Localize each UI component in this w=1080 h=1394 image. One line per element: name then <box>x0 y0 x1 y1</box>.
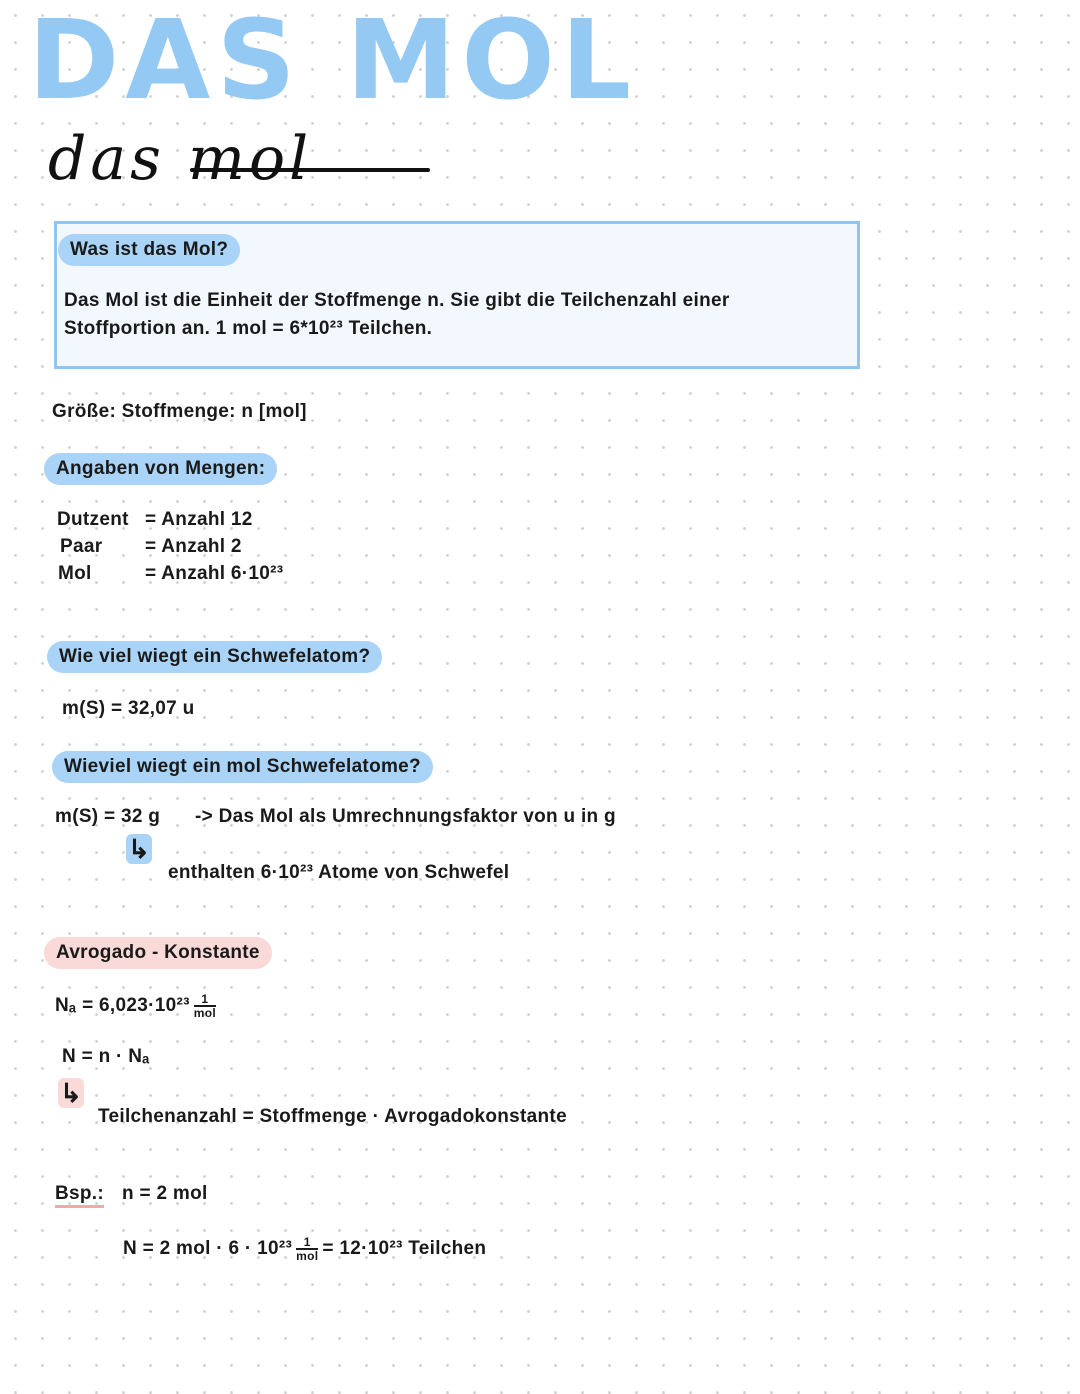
quantity-line: Größe: Stoffmenge: n [mol] <box>52 401 307 422</box>
amount-name: Paar <box>60 536 103 557</box>
definition-heading: Was ist das Mol? <box>58 234 240 266</box>
question-1-heading: Wie viel wiegt ein Schwefelatom? <box>47 641 382 673</box>
question-2-heading: Wieviel wiegt ein mol Schwefelatome? <box>52 751 433 783</box>
fraction-numerator: 1 <box>194 993 216 1007</box>
question-2-note: -> Das Mol als Umrechnungsfaktor von u in g <box>195 806 616 827</box>
fraction-denominator: mol <box>296 1249 319 1263</box>
unit-fraction <box>194 993 216 1019</box>
question-2-subnote: enthalten 6·10²³ Atome von Schwefel <box>168 862 510 883</box>
example-label: Bsp.: <box>55 1183 104 1208</box>
question-2-answer: m(S) = 32 g <box>55 806 161 827</box>
avogadro-constant-value: Nₐ = 6,023·10²³ <box>55 995 190 1017</box>
amounts-heading: Angaben von Mengen: <box>44 453 277 485</box>
avogadro-explanation: Teilchenanzahl = Stoffmenge · Avrogadokonstante <box>98 1106 567 1127</box>
example-calc-left: N = 2 mol · 6 · 10²³ <box>123 1238 293 1260</box>
definition-line-2: Stoffportion an. 1 mol = 6*10²³ Teilchen. <box>64 318 433 339</box>
question-1-answer: m(S) = 32,07 u <box>62 698 195 719</box>
definition-line-1: Das Mol ist die Einheit der Stoffmenge n. Sie gibt die Teilchenzahl einer <box>64 290 730 311</box>
title-script: das mol <box>48 124 313 194</box>
title-block-letters: DAS MOL <box>28 0 638 124</box>
example-calculation <box>123 1236 486 1262</box>
avogadro-constant <box>55 993 220 1019</box>
amount-value: = Anzahl 6·10²³ <box>145 563 284 584</box>
example-calc-right: = 12·10²³ Teilchen <box>322 1238 487 1260</box>
amount-value: = Anzahl 12 <box>145 509 253 530</box>
arrow-icon: ↳ <box>128 834 150 864</box>
avogadro-formula: N = n · Nₐ <box>62 1046 150 1067</box>
amount-name: Dutzent <box>57 509 129 530</box>
amount-name: Mol <box>58 563 92 584</box>
unit-fraction <box>296 1236 318 1262</box>
avogadro-heading: Avrogado - Konstante <box>44 937 272 969</box>
fraction-denominator: mol <box>193 1006 216 1020</box>
fraction-numerator: 1 <box>296 1236 318 1250</box>
amount-value: = Anzahl 2 <box>145 536 242 557</box>
arrow-icon: ↳ <box>60 1078 82 1108</box>
example-given: n = 2 mol <box>122 1183 208 1204</box>
